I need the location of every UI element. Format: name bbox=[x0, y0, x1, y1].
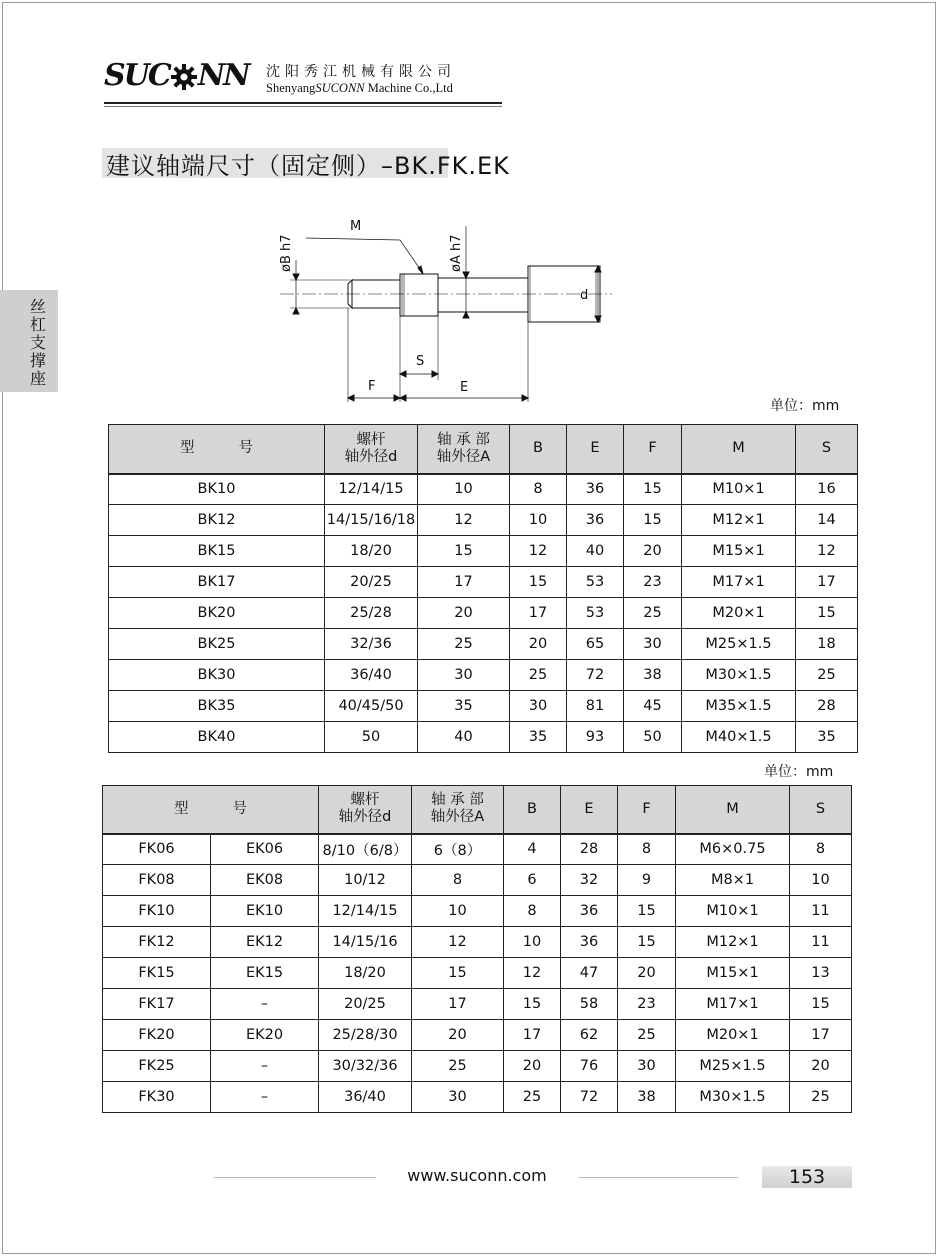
cell-s: 8 bbox=[790, 834, 852, 865]
unit-label-fk: 单位：mm bbox=[764, 764, 834, 780]
header-rule-thin bbox=[104, 106, 502, 107]
cell-m: M10×1 bbox=[676, 896, 790, 927]
header-b: B bbox=[510, 425, 567, 474]
cell-a: 12 bbox=[412, 927, 504, 958]
cell-d: 20/25 bbox=[325, 567, 418, 598]
cell-a: 17 bbox=[418, 567, 510, 598]
cell-e: 72 bbox=[567, 660, 624, 691]
cell-e: 36 bbox=[561, 927, 618, 958]
cell-m: M40×1.5 bbox=[682, 722, 796, 753]
cell-a: 17 bbox=[412, 989, 504, 1020]
cell-e: 28 bbox=[561, 834, 618, 865]
cell-b: 4 bbox=[504, 834, 561, 865]
cell-b: 12 bbox=[504, 958, 561, 989]
cell-b: 8 bbox=[510, 474, 567, 505]
cell-d: 14/15/16 bbox=[319, 927, 412, 958]
cell-model: BK15 bbox=[109, 536, 325, 567]
company-name-en: ShenyangSUCONN Machine Co.,Ltd bbox=[266, 81, 453, 95]
page-title: 建议轴端尺寸（固定侧）–BK.FK.EK bbox=[106, 152, 510, 180]
cell-b: 17 bbox=[504, 1020, 561, 1051]
cell-f: 30 bbox=[624, 629, 682, 660]
footer-rule-right bbox=[578, 1177, 738, 1178]
cell-a: 30 bbox=[418, 660, 510, 691]
cell-a: 15 bbox=[412, 958, 504, 989]
cell-a: 20 bbox=[418, 598, 510, 629]
cell-m: M35×1.5 bbox=[682, 691, 796, 722]
website-url: www.suconn.com bbox=[407, 1166, 547, 1185]
cell-b: 10 bbox=[510, 505, 567, 536]
cell-b: 15 bbox=[510, 567, 567, 598]
cell-e: 40 bbox=[567, 536, 624, 567]
cell-m: M30×1.5 bbox=[676, 1082, 790, 1113]
header-rule bbox=[104, 102, 502, 104]
cell-d: 8/10（6/8） bbox=[319, 834, 412, 865]
header-m: M bbox=[682, 425, 796, 474]
cell-model: BK20 bbox=[109, 598, 325, 629]
cell-s: 11 bbox=[790, 927, 852, 958]
cell-m: M12×1 bbox=[682, 505, 796, 536]
table-row bbox=[103, 958, 852, 989]
cell-a: 8 bbox=[412, 865, 504, 896]
cell-fk: FK10 bbox=[103, 896, 211, 927]
table-row bbox=[103, 865, 852, 896]
cell-fk: FK20 bbox=[103, 1020, 211, 1051]
cell-b: 35 bbox=[510, 722, 567, 753]
cell-m: M17×1 bbox=[676, 989, 790, 1020]
cell-e: 72 bbox=[561, 1082, 618, 1113]
cell-f: 20 bbox=[624, 536, 682, 567]
table-row bbox=[103, 989, 852, 1020]
cell-b: 6 bbox=[504, 865, 561, 896]
cell-e: 81 bbox=[567, 691, 624, 722]
cell-model: BK10 bbox=[109, 474, 325, 505]
cell-d: 12/14/15 bbox=[325, 474, 418, 505]
cell-model: BK12 bbox=[109, 505, 325, 536]
cell-d: 50 bbox=[325, 722, 418, 753]
cell-model: BK35 bbox=[109, 691, 325, 722]
diagram-label-a: øA h7 bbox=[449, 234, 464, 272]
cell-m: M12×1 bbox=[676, 927, 790, 958]
cell-s: 16 bbox=[796, 474, 858, 505]
cell-s: 25 bbox=[796, 660, 858, 691]
cell-f: 15 bbox=[618, 927, 676, 958]
cell-e: 58 bbox=[561, 989, 618, 1020]
table-row bbox=[109, 691, 858, 722]
table-row bbox=[103, 1020, 852, 1051]
company-name bbox=[266, 64, 456, 96]
cell-f: 45 bbox=[624, 691, 682, 722]
suconn-logo bbox=[104, 58, 249, 93]
cell-ek: EK20 bbox=[211, 1020, 319, 1051]
cell-d: 18/20 bbox=[325, 536, 418, 567]
cell-m: M30×1.5 bbox=[682, 660, 796, 691]
cell-fk: FK06 bbox=[103, 834, 211, 865]
gear-icon bbox=[171, 63, 197, 89]
cell-model: BK17 bbox=[109, 567, 325, 598]
cell-m: M10×1 bbox=[682, 474, 796, 505]
cell-s: 11 bbox=[790, 896, 852, 927]
cell-a: 12 bbox=[418, 505, 510, 536]
cell-ek: – bbox=[211, 1082, 319, 1113]
footer-rule-left bbox=[214, 1177, 376, 1178]
cell-a: 30 bbox=[412, 1082, 504, 1113]
table-row bbox=[103, 1051, 852, 1082]
cell-d: 36/40 bbox=[319, 1082, 412, 1113]
cell-fk: FK12 bbox=[103, 927, 211, 958]
cell-s: 17 bbox=[796, 567, 858, 598]
cell-m: M17×1 bbox=[682, 567, 796, 598]
cell-a: 6（8） bbox=[412, 834, 504, 865]
cell-m: M15×1 bbox=[682, 536, 796, 567]
cell-e: 62 bbox=[561, 1020, 618, 1051]
cell-f: 9 bbox=[618, 865, 676, 896]
cell-d: 18/20 bbox=[319, 958, 412, 989]
cell-e: 36 bbox=[567, 474, 624, 505]
header-f: F bbox=[618, 786, 676, 834]
header-e: E bbox=[567, 425, 624, 474]
table-row bbox=[109, 505, 858, 536]
bk-dimension-table bbox=[108, 424, 858, 753]
cell-s: 17 bbox=[790, 1020, 852, 1051]
table-row bbox=[103, 927, 852, 958]
cell-e: 47 bbox=[561, 958, 618, 989]
cell-b: 17 bbox=[510, 598, 567, 629]
cell-f: 15 bbox=[624, 505, 682, 536]
cell-s: 12 bbox=[796, 536, 858, 567]
cell-f: 20 bbox=[618, 958, 676, 989]
cell-d: 30/32/36 bbox=[319, 1051, 412, 1082]
logo-text-right: NN bbox=[197, 58, 249, 93]
table-row bbox=[109, 474, 858, 505]
cell-model: BK40 bbox=[109, 722, 325, 753]
header-model: 型 号 bbox=[109, 425, 325, 474]
cell-a: 25 bbox=[412, 1051, 504, 1082]
header-b: B bbox=[504, 786, 561, 834]
header-e: E bbox=[561, 786, 618, 834]
cell-a: 35 bbox=[418, 691, 510, 722]
header-s: S bbox=[790, 786, 852, 834]
table-header-row bbox=[103, 786, 852, 834]
cell-s: 35 bbox=[796, 722, 858, 753]
header-model: 型 号 bbox=[103, 786, 319, 834]
cell-s: 15 bbox=[790, 989, 852, 1020]
cell-a: 25 bbox=[418, 629, 510, 660]
cell-d: 25/28/30 bbox=[319, 1020, 412, 1051]
cell-ek: EK08 bbox=[211, 865, 319, 896]
cell-f: 15 bbox=[624, 474, 682, 505]
table-row bbox=[103, 896, 852, 927]
cell-f: 30 bbox=[618, 1051, 676, 1082]
side-tab bbox=[0, 290, 58, 392]
cell-model: BK25 bbox=[109, 629, 325, 660]
table-row bbox=[103, 1082, 852, 1113]
cell-f: 25 bbox=[624, 598, 682, 629]
cell-s: 18 bbox=[796, 629, 858, 660]
logo-text-left: SUC bbox=[104, 58, 170, 93]
table-row bbox=[109, 567, 858, 598]
cell-f: 23 bbox=[618, 989, 676, 1020]
cell-e: 93 bbox=[567, 722, 624, 753]
cell-d: 32/36 bbox=[325, 629, 418, 660]
cell-fk: FK30 bbox=[103, 1082, 211, 1113]
unit-label-bk: 单位：mm bbox=[770, 398, 840, 414]
cell-f: 38 bbox=[618, 1082, 676, 1113]
cell-fk: FK17 bbox=[103, 989, 211, 1020]
table-row bbox=[109, 598, 858, 629]
cell-b: 8 bbox=[504, 896, 561, 927]
cell-b: 25 bbox=[504, 1082, 561, 1113]
cell-e: 76 bbox=[561, 1051, 618, 1082]
cell-fk: FK08 bbox=[103, 865, 211, 896]
cell-a: 20 bbox=[412, 1020, 504, 1051]
cell-d: 40/45/50 bbox=[325, 691, 418, 722]
cell-d: 36/40 bbox=[325, 660, 418, 691]
cell-ek: EK12 bbox=[211, 927, 319, 958]
header-bearing-diameter: 轴 承 部 轴外径A bbox=[412, 786, 504, 834]
header-s: S bbox=[796, 425, 858, 474]
cell-s: 15 bbox=[796, 598, 858, 629]
cell-m: M25×1.5 bbox=[682, 629, 796, 660]
cell-e: 32 bbox=[561, 865, 618, 896]
cell-e: 36 bbox=[561, 896, 618, 927]
cell-s: 25 bbox=[790, 1082, 852, 1113]
cell-m: M15×1 bbox=[676, 958, 790, 989]
cell-s: 20 bbox=[790, 1051, 852, 1082]
diagram-label-e: E bbox=[460, 380, 469, 395]
cell-a: 10 bbox=[412, 896, 504, 927]
header-screw-diameter: 螺杆 轴外径d bbox=[325, 425, 418, 474]
cell-fk: FK15 bbox=[103, 958, 211, 989]
diagram-label-s: S bbox=[416, 354, 425, 369]
cell-e: 36 bbox=[567, 505, 624, 536]
table-row bbox=[103, 834, 852, 865]
cell-b: 12 bbox=[510, 536, 567, 567]
cell-s: 28 bbox=[796, 691, 858, 722]
cell-b: 10 bbox=[504, 927, 561, 958]
cell-e: 65 bbox=[567, 629, 624, 660]
header-screw-diameter: 螺杆 轴外径d bbox=[319, 786, 412, 834]
company-name-cn: 沈阳秀江机械有限公司 bbox=[266, 64, 456, 80]
cell-a: 40 bbox=[418, 722, 510, 753]
cell-ek: EK10 bbox=[211, 896, 319, 927]
table-row bbox=[109, 722, 858, 753]
table-header-row bbox=[109, 425, 858, 474]
cell-fk: FK25 bbox=[103, 1051, 211, 1082]
cell-a: 15 bbox=[418, 536, 510, 567]
cell-m: M8×1 bbox=[676, 865, 790, 896]
diagram-label-b: øB h7 bbox=[279, 234, 294, 272]
cell-f: 38 bbox=[624, 660, 682, 691]
table-row bbox=[109, 660, 858, 691]
cell-ek: – bbox=[211, 989, 319, 1020]
cell-b: 20 bbox=[510, 629, 567, 660]
cell-m: M20×1 bbox=[682, 598, 796, 629]
cell-d: 12/14/15 bbox=[319, 896, 412, 927]
cell-f: 23 bbox=[624, 567, 682, 598]
cell-f: 15 bbox=[618, 896, 676, 927]
cell-s: 13 bbox=[790, 958, 852, 989]
cell-f: 25 bbox=[618, 1020, 676, 1051]
cell-ek: EK06 bbox=[211, 834, 319, 865]
cell-e: 53 bbox=[567, 567, 624, 598]
header-bearing-diameter: 轴 承 部 轴外径A bbox=[418, 425, 510, 474]
cell-model: BK30 bbox=[109, 660, 325, 691]
cell-s: 10 bbox=[790, 865, 852, 896]
diagram-label-f: F bbox=[368, 379, 376, 394]
header-f: F bbox=[624, 425, 682, 474]
cell-ek: EK15 bbox=[211, 958, 319, 989]
cell-b: 15 bbox=[504, 989, 561, 1020]
cell-f: 50 bbox=[624, 722, 682, 753]
side-tab-label: 丝杠支撑座 bbox=[30, 297, 47, 388]
cell-s: 14 bbox=[796, 505, 858, 536]
table-row bbox=[109, 536, 858, 567]
cell-ek: – bbox=[211, 1051, 319, 1082]
cell-d: 20/25 bbox=[319, 989, 412, 1020]
cell-m: M20×1 bbox=[676, 1020, 790, 1051]
cell-d: 10/12 bbox=[319, 865, 412, 896]
cell-b: 25 bbox=[510, 660, 567, 691]
cell-d: 14/15/16/18 bbox=[325, 505, 418, 536]
cell-b: 30 bbox=[510, 691, 567, 722]
cell-m: M25×1.5 bbox=[676, 1051, 790, 1082]
cell-f: 8 bbox=[618, 834, 676, 865]
diagram-label-d: d bbox=[580, 288, 589, 303]
cell-a: 10 bbox=[418, 474, 510, 505]
cell-e: 53 bbox=[567, 598, 624, 629]
diagram-label-m: M bbox=[350, 219, 362, 234]
page-number: 153 bbox=[788, 1166, 826, 1188]
table-row bbox=[109, 629, 858, 660]
cell-d: 25/28 bbox=[325, 598, 418, 629]
cell-b: 20 bbox=[504, 1051, 561, 1082]
shaft-end-diagram bbox=[260, 208, 620, 412]
header-m: M bbox=[676, 786, 790, 834]
cell-m: M6×0.75 bbox=[676, 834, 790, 865]
fk-ek-dimension-table bbox=[102, 785, 852, 1113]
